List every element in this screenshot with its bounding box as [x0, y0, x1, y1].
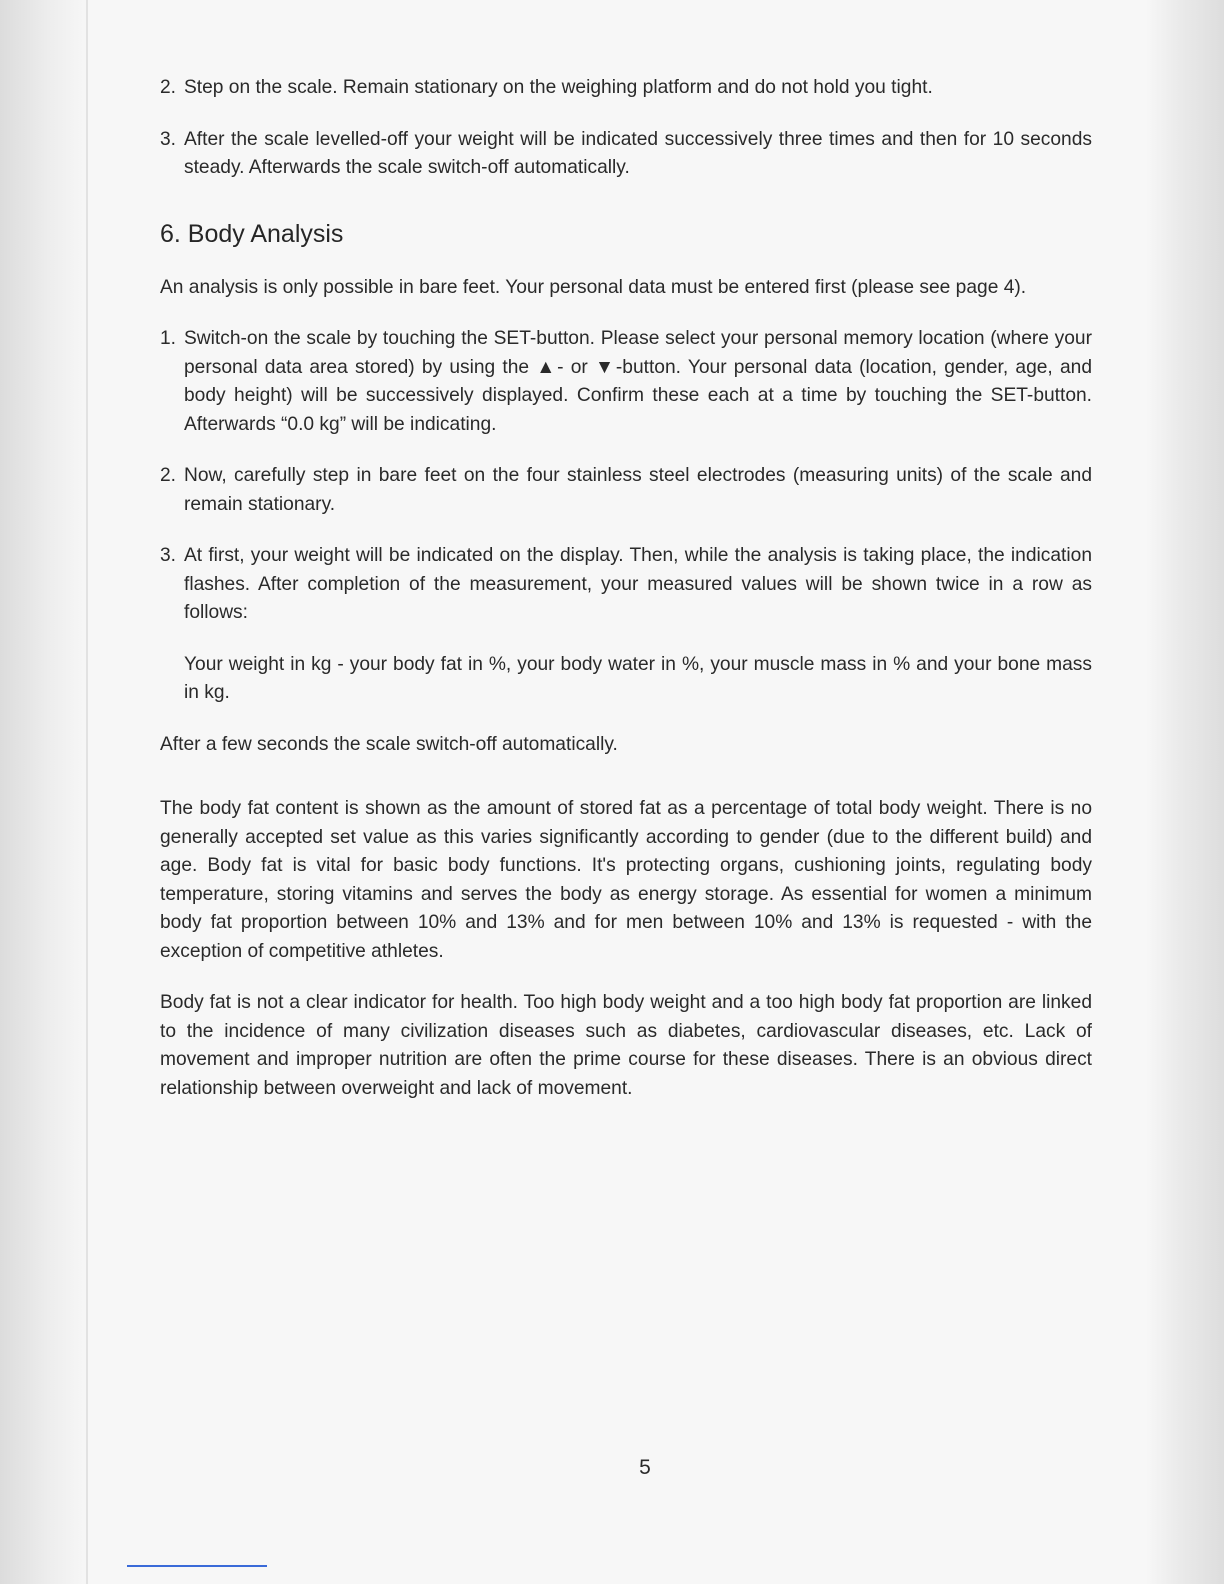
- list-number: 2.: [160, 77, 177, 98]
- list-text: At first, your weight will be indicated on the display. Then, while the analysis is taking place, the indication flashes. After completion of the measurement, your measured values will be shown twice in a row as follows:: [184, 545, 1092, 623]
- list-number: 3.: [160, 545, 177, 566]
- list-number: 2.: [160, 465, 177, 486]
- list-item: [160, 462, 1092, 519]
- scan-right-edge: [1146, 0, 1224, 1584]
- page-content: [160, 74, 1092, 1126]
- list-text: Step on the scale. Remain stationary on the weighing platform and do not hold you tight.: [184, 77, 933, 98]
- list-item: [160, 74, 1092, 103]
- list-number: 3.: [160, 128, 177, 150]
- scan-left-edge: [0, 0, 88, 1584]
- measured-values-paragraph: Your weight in kg - your body fat in %, your body water in %, your muscle mass in % and your bone mass in kg.: [184, 653, 1092, 703]
- list-text: After the scale levelled-off your weight will be indicated successively three times and then for 10 seconds steady. Afterwards the scale switch-off automatically.: [184, 128, 1092, 178]
- auto-off-paragraph: After a few seconds the scale switch-off automatically.: [160, 733, 618, 755]
- page-number: 5: [639, 1456, 651, 1479]
- intro-paragraph: An analysis is only possible in bare feet. Your personal data must be entered first (please see page 4).: [160, 276, 1027, 298]
- scan-left-rule: [86, 0, 88, 1584]
- list-number: 1.: [160, 328, 177, 349]
- body-fat-paragraph: The body fat content is shown as the amount of stored fat as a percentage of total body weight. There is no generally accepted set value as this varies significantly according to gender (due to the different build) and age. Body fat is vital for basic body functions. It's protecting organs, cushioning joints, regulating body temperature, storing vitamins and serves the body as energy storage. As essential for women a minimum body fat proportion between 10% and 13% and for men between 10% and 13% is requested - with the exception of competitive athletes.: [160, 798, 1092, 962]
- list-item: [160, 542, 1092, 628]
- scan-bottom-mark: [127, 1565, 267, 1567]
- list-item: [160, 325, 1092, 439]
- list-text: Switch-on the scale by touching the SET-button. Please select your personal memory location (where your personal data area stored) by using the ▲- or ▼-button. Your personal data (location, gender, age, and body height) will be successively displayed. Confirm these each at a time by touching the SET-button. Afterwards “0.0 kg” will be indicating.: [184, 328, 1092, 435]
- section-heading: 6. Body Analysis: [160, 219, 344, 248]
- list-text: Now, carefully step in bare feet on the four stainless steel electrodes (measuring units) of the scale and remain stationary.: [184, 465, 1092, 515]
- health-paragraph: Body fat is not a clear indicator for health. Too high body weight and a too high body fat proportion are linked to the incidence of many civilization diseases such as diabetes, cardiovascular diseases, etc. Lack of movement and improper nutrition are often the prime course for these diseases. There is an obvious direct relationship between overweight and lack of movement.: [160, 992, 1092, 1099]
- list-item: [160, 126, 1092, 183]
